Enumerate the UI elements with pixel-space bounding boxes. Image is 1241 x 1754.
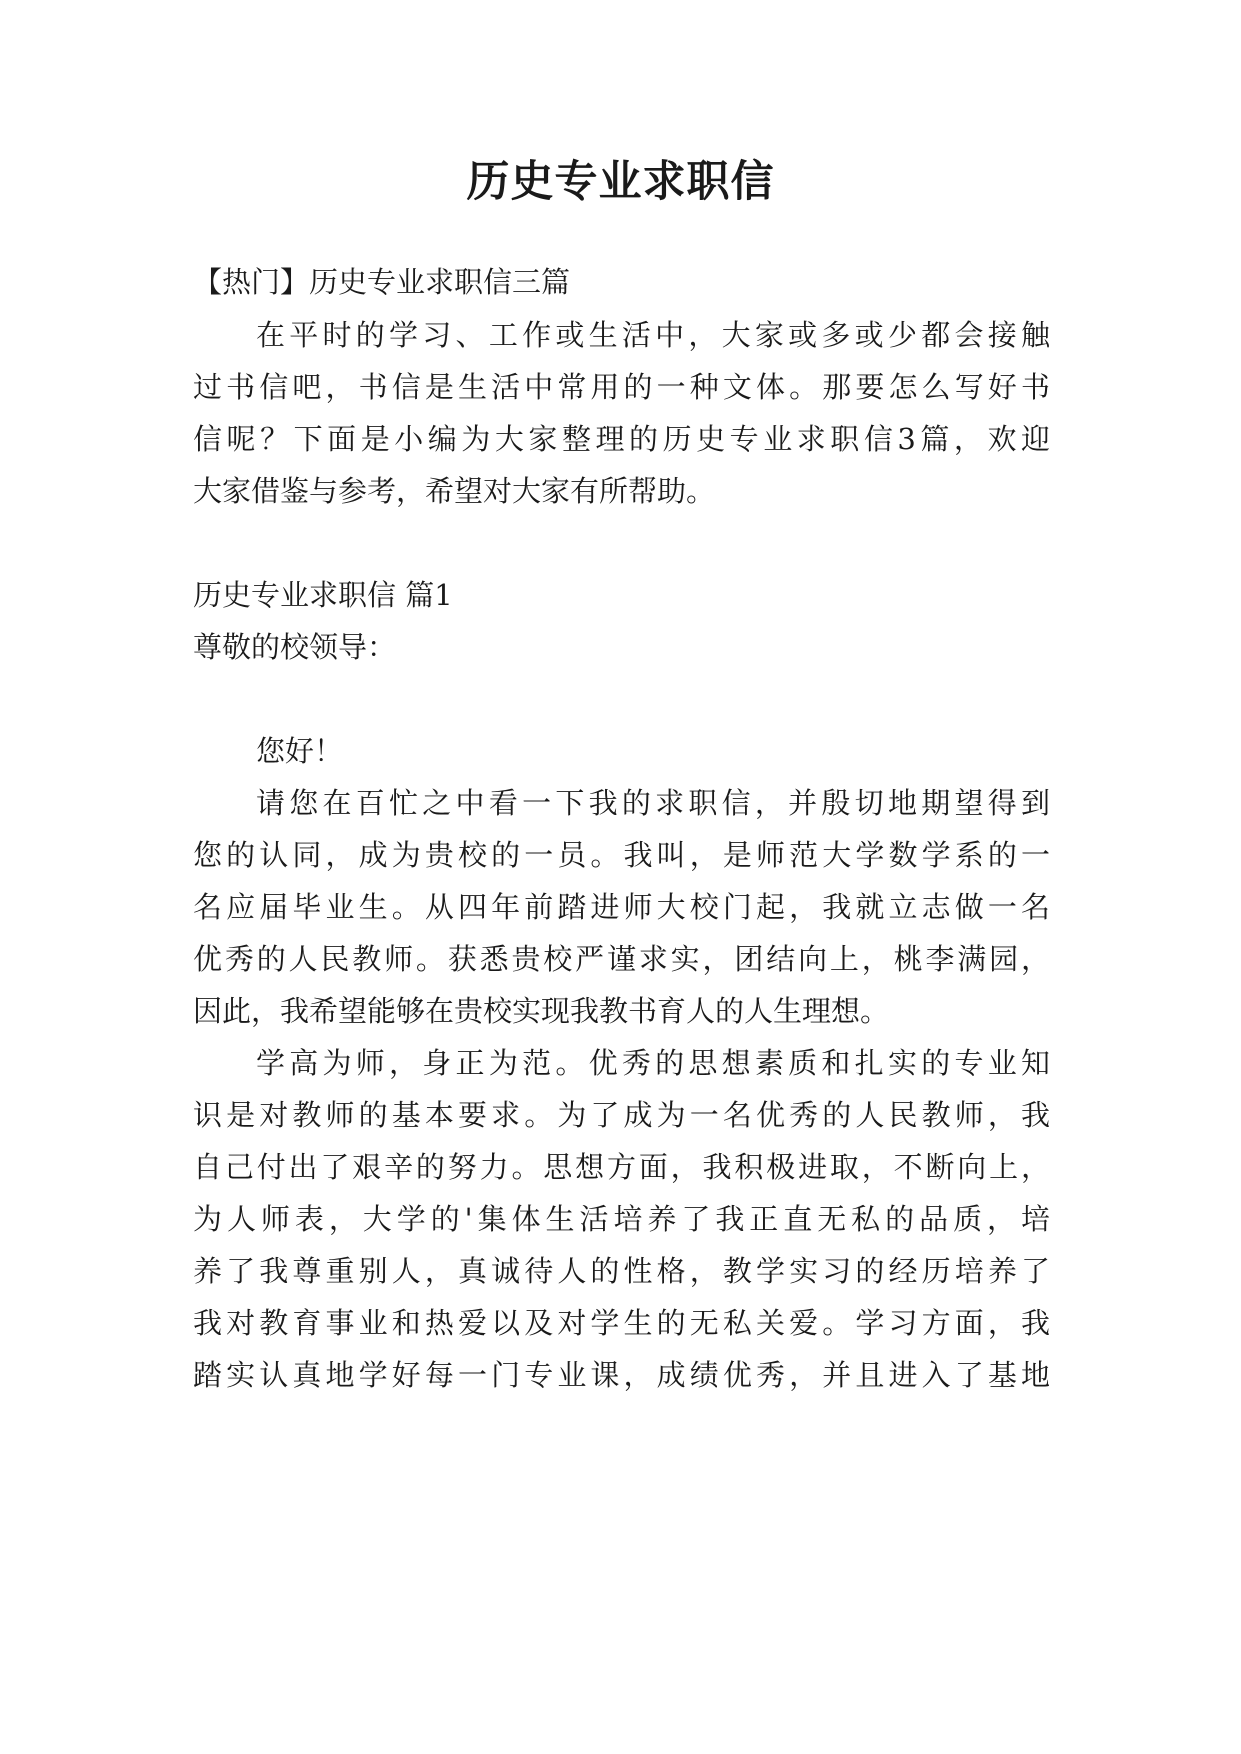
document-subtitle: 【热门】历史专业求职信三篇 <box>193 265 571 299</box>
paragraph2-line-7: 踏实认真地学好每一门专业课，成绩优秀，并且进入了基地 <box>193 1358 1050 1392</box>
paragraph2-line-5: 养了我尊重别人，真诚待人的性格，教学实习的经历培养了 <box>193 1254 1050 1288</box>
paragraph2-line-2: 识是对教师的基本要求。为了成为一名优秀的人民教师，我 <box>193 1098 1050 1132</box>
intro-line-4: 大家借鉴与参考，希望对大家有所帮助。 <box>193 474 716 508</box>
intro-line-3: 信呢？下面是小编为大家整理的历史专业求职信3篇，欢迎 <box>193 422 1050 456</box>
salutation: 尊敬的校领导： <box>193 630 397 664</box>
paragraph2-line-3: 自己付出了艰辛的努力。思想方面，我积极进取，不断向上， <box>193 1150 1050 1184</box>
intro-line-2: 过书信吧，书信是生活中常用的一种文体。那要怎么写好书 <box>193 370 1050 404</box>
paragraph2-line-4: 为人师表，大学的'集体生活培养了我正直无私的品质，培 <box>193 1202 1050 1236</box>
intro-line-1: 在平时的学习、工作或生活中，大家或多或少都会接触 <box>256 318 1050 352</box>
document-title: 历史专业求职信 <box>466 157 775 207</box>
paragraph1-line-5: 因此，我希望能够在贵校实现我教书育人的人生理想。 <box>193 994 890 1028</box>
greeting: 您好！ <box>256 734 344 768</box>
paragraph1-line-2: 您的认同，成为贵校的一员。我叫，是师范大学数学系的一 <box>193 838 1050 872</box>
paragraph1-line-3: 名应届毕业生。从四年前踏进师大校门起，我就立志做一名 <box>193 890 1050 924</box>
paragraph1-line-1: 请您在百忙之中看一下我的求职信，并殷切地期望得到 <box>256 786 1050 820</box>
section-heading: 历史专业求职信 篇1 <box>193 578 453 612</box>
paragraph1-line-4: 优秀的人民教师。获悉贵校严谨求实，团结向上，桃李满园， <box>193 942 1050 976</box>
paragraph2-line-6: 我对教育事业和热爱以及对学生的无私关爱。学习方面，我 <box>193 1306 1050 1340</box>
paragraph2-line-1: 学高为师，身正为范。优秀的思想素质和扎实的专业知 <box>256 1046 1050 1080</box>
